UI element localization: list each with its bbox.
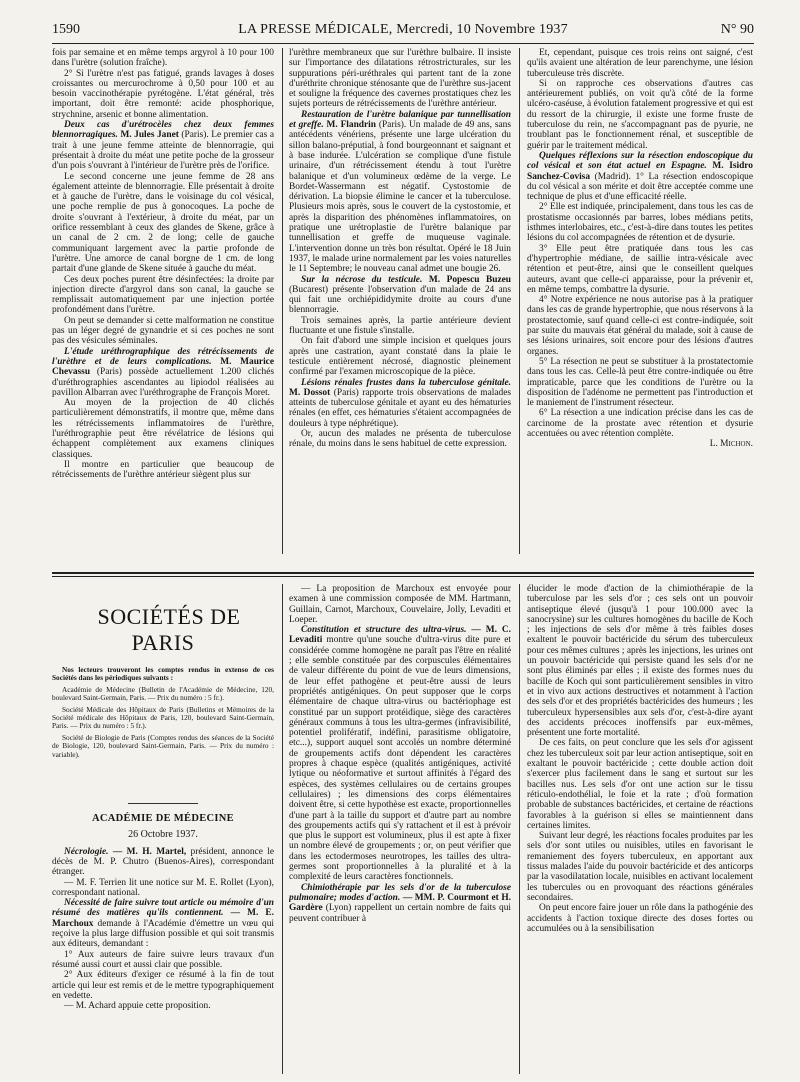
bottom-column-2: [289, 584, 511, 1076]
paragraph: 5° La résection ne peut se substituer à la prostatectomie dans tous les cas. Celle-là peut être contre-indiquée ou être impraticable, parce que les conditions de l'urètre ou la disposition de l'adénome ne permettent pas l'introduction et le maniement de l'instrument résecteur.: [527, 356, 753, 409]
paragraph: On peut encore faire jouer un rôle dans la pathogénie des accidents à l'action toxique directe des doses fortes ou accumulées ou à la sensibilisation: [527, 903, 753, 934]
paragraph: 2° Aux éditeurs d'exiger ce résumé à la fin de tout article qui leur est remis et de le mettre typographiquement en vedette.: [52, 970, 274, 1001]
author-name: M. Isidro Sanchez-Covisa: [527, 161, 753, 182]
column-divider: [282, 584, 283, 1074]
paragraph: Suivant leur degré, les réactions focales produites par les sels d'or sont utiles ou nuisibles, utiles en favorisant le remaniement des foyers tuberculeux, en apportant aux tissus malades l'aide du pouvoir bactéricide et des anticorps par la vasodilatation locale, nuisibles en activant localement les tubercules ou en provoquant des réactions générales secondaires.: [527, 831, 753, 903]
paragraph: On peut se demander si cette malformation ne constitue pas un léger degré de gynandrie et si ces poches ne sont pas des vésicules séminales.: [52, 315, 274, 347]
issue-number: N° 90: [720, 22, 754, 37]
academy-date: 26 Octobre 1937.: [128, 829, 198, 841]
paragraph: l'urèthre membraneux que sur l'urèthre bulbaire. Il insiste sur l'importance des dilatations rétrostricturales, sur les suppurations péri-uréthrales qui partent tant de la zone d'uréthrite chronique sténosante que de l'urèthre sus-jacent et souligne la fréquence des cavernes prostatiques chez les sujets porteurs de rétrécissements de l'urèthre antérieur.: [289, 48, 511, 110]
author-name: M. Jules Janet: [120, 130, 179, 141]
article-paragraph: [289, 883, 511, 924]
author-place: (Paris).: [376, 120, 407, 131]
author-name: M. Dossot: [289, 387, 331, 398]
paragraph: On fait d'abord une simple incision et quelques jours après une castration, ayant constaté dans la plaie le testicule entièrement nécrosé, diagnostic pleinement confirmé par l'examen microscopique de la pièce.: [289, 336, 511, 378]
paragraph: Si on rapproche ces observations d'autres cas antérieurement publiés, on voit qu'à côté de la forme ulcéro-caséuse, à évolution fatalement progressive et qui est du ressort de la chirurgie, il existe une forme fruste de tuberculose du rein, ne s'accompagnant pas de pyurie, ne troublant pas le fonctionnement rénal, et susceptible de guérir par le traitement médical.: [527, 78, 753, 151]
periodical-note: Société de Biologie de Paris (Comptes rendus des séances de la Société de Biologie, 120, boulevard Saint-Germain, Paris. — Prix du numéro : variable).: [52, 732, 274, 759]
column-divider: [519, 48, 520, 554]
author-place: (Madrid).: [590, 171, 631, 182]
article-paragraph: [289, 625, 511, 882]
article-text: possède actuellement 1.200 clichés d'uréthrographies ascendantes au lipiodol réalisées au pavillon Albarran avec l'uréthrographe de François Moret.: [52, 367, 274, 398]
academy-text: [52, 847, 274, 1012]
article-paragraph: [289, 378, 511, 429]
paragraph: 4° Notre expérience ne nous autorise pas à la pratiquer dans les cas de grande hypertrophie, que nous réservons à la prostatectomie, sauf quand celle-ci est contre-indiquée, soit par suite du mauvais état général du malade, soit à cause de ses lésions urinaires, soit encore pour des lésions d'autres organes.: [527, 295, 753, 357]
periodicals-notes: [52, 666, 274, 759]
paragraph: — La proposition de Marchoux est envoyée pour examen à une commission composée de MM. Hartmann, Guillain, Carnot, Marchoux, Couvelaire, Jolly, Levaditi et Loeper.: [289, 584, 511, 625]
article-text: montre qu'une souche d'ultra-virus dite pure et considérée comme homogène ne paraît pas l'être en réalité ; elle semble constituée par des corpuscules élémentaires de valeur différente du point de vue de leurs dimensions, de leur effet pathogène et peut-être aussi de leurs propriétés antigéniques. On peut supposer que le corps élémentaire de chaque ultra-virus ou bactériophage est constitué par un support protéidique, siège des caractères généraux communs à tous les ultra-germes (infravisibilité, potentiel prolifératif, indéfini, parasitisme obligatoire, etc...), support auquel sont accolés un nombre déterminé de groupements actifs dont dépendent les caractères propres à chaque espèce (qualités antigéniques, activité lytique ou néoformative et surtout affinités à l'égard des espèces, des systèmes cellulaires ou de certains groupes cellulaires) ; les dimensions des corps élémentaires doivent être, si cette hypothèse est exacte, proportionnelles d'une part à la taille du support et d'autre part au nombre des groupements actifs qui s'y rattachent et il est à prévoir que plus le support est volumineux, plus il est apte à fixer un nombre élevé de groupements ; or, on peut vérifier que dans les ectodermoses neurotropes, les tailles des ultra-germes sont proportionnelles à la pluralité et à la complexité de leurs caractères fonctionnels.: [289, 635, 511, 883]
column-divider: [519, 584, 520, 1074]
paragraph: fois par semaine et en même temps argyrol à 10 pour 100 dans l'urètre (solution fraîche).: [52, 48, 274, 69]
article-text: président, annonce le décès de M. P. Chutro (Buenos-Aires), correspondant étranger.: [52, 846, 274, 878]
article-text: 1° La résection endoscopique du col vésical a son mérite et doit être acceptée comme une technique de plus et d'une efficacité réelle.: [527, 171, 753, 203]
article-paragraph: [289, 110, 511, 275]
paragraph: 2° Elle est indiquée, principalement, dans tous les cas de prostatisme occasionnés par barres, lobes médians petits, isthmes interlobaires, etc., c'est-à-dire dans toutes les petites lésions du col accompagnées de rétention et de dysurie.: [527, 202, 753, 244]
author-name: M. Popescu Buzeu: [428, 274, 511, 285]
section-rule: [52, 572, 754, 574]
page-number: 1590: [52, 22, 80, 37]
paragraph: De ces faits, on peut conclure que les sels d'or agissent chez les tuberculeux soit par leur action antiseptique, soit en exaltant le pouvoir bactéricide ; cette double action doit s'exercer plus facilement dans le sang et surtout sur les bacilles nus. Les sels d'or ont une action sur le tissu réticulo-endothélial, le foie et la rate ; d'où formation probable de substances bactéricides, et certaine de réactions favorables à la guérison si elles se maintiennent dans certaines limites.: [527, 738, 753, 831]
article-paragraph: [289, 275, 511, 316]
bottom-column-1: [52, 584, 274, 1074]
paragraph: Ces deux poches purent être désinfectées: la droite par injection directe d'argyrol dans son canal, la gauche se remplissait automatiquement par une injection portée profondément dans l'urètre.: [52, 274, 274, 316]
paragraph: 2° Si l'urètre n'est pas fatigué, grands lavages à doses croissantes ou mercurochrome à 0,50 pour 100 et au besoin vaccinothérapie pyrétogène. L'état général, très important, doit être remonté: acide phosphorique, strychnine, arsenic et bonne alimentation.: [52, 68, 274, 120]
article-text: présente l'observation d'un malade de 24 ans qui fait une orchiépididymite droite au cours d'une blennorragie.: [289, 284, 511, 316]
short-rule: [128, 803, 198, 804]
author-name: — M. E. Marchoux: [52, 908, 274, 929]
paragraph: Au moyen de la projection de 40 clichés particulièrement démonstratifs, il montre que, même dans les rétrécissements inflammatoires de l'urèthre, l'uréthrographie peut être révélatrice de lésions qui échappent complètement aux examens cliniques classiques.: [52, 398, 274, 460]
header-rule: [52, 43, 754, 44]
article-heading: Sur la nécrose du testicule.: [301, 274, 423, 285]
article-text: rapporte trois observations de malades atteints de tuberculose génitale et ayant eu des hématuries rénales (en effet, ces hématuries s'étaient accompagnées de douleurs à type néphrétique).: [289, 387, 511, 429]
article-paragraph: [52, 898, 274, 949]
author-place: (Lyon): [322, 903, 352, 914]
article-heading: Constitution et structure des ultra-virus.: [301, 625, 467, 636]
paragraph: Or, aucun des malades ne présenta de tuberculose rénale, du moins dans le sens habituel de cette expression.: [289, 428, 511, 450]
article-heading: Chimiothérapie par les sels d'or de la tuberculose pulmonaire; modes d'action.: [289, 882, 511, 903]
paragraph: — M. Achard appuie cette proposition.: [64, 1001, 211, 1012]
article-heading: L'étude uréthrographique des rétrécissements de l'urèthre et de leurs complications.: [52, 346, 274, 367]
article-heading: Restauration de l'urètre balanique par tunnellisation et greffe.: [289, 109, 511, 131]
journal-title: LA PRESSE MÉDICALE, Mercredi, 10 Novembre 1937: [238, 22, 568, 37]
article-heading: Nécrologie.: [64, 846, 109, 857]
article-paragraph: [52, 347, 274, 398]
paragraph: Le second concerne une jeune femme de 28 ans également atteinte de blennorragie. Elle présentait à droite et à gauche de l'urètre, dans le voisinage du col vésical, une poche remplie de pus à gonocoques. La poche de droite s'ouvrant à l'extérieur, à droite du méat, par un orifice ressemblant à ceux des glandes de Skene, grâce à un canal de 2 cm. 2 de long; celle de gauche communiquant largement avec la partie profonde de l'urètre. Une amorce de canal borgne de 1 cm. de long partait d'une glande de Skene située à gauche du méat.: [52, 171, 274, 275]
academy-title: ACADÉMIE DE MÉDECINE: [92, 813, 234, 825]
section-rule-thin: [52, 576, 754, 577]
periodical-note: Nos lecteurs trouveront les comptes rendus in extenso de ces Sociétés dans les périodiques suivants :: [52, 665, 274, 683]
paragraph: 6° La résection a une indication précise dans les cas de carcinome de la prostate avec rétention et dysurie accentuées ou avec rétention complète.: [527, 408, 753, 439]
author-place: (Paris).: [178, 130, 209, 141]
paragraph: Et, cependant, puisque ces trois reins ont saigné, c'est qu'ils avaient une altération de leur parenchyme, une lésion tuberculeuse très discrète.: [527, 48, 753, 79]
author-name: — M. H. Martel,: [112, 846, 187, 857]
bottom-column-3: [527, 584, 753, 1076]
author-name: — M. C. Levaditi: [289, 625, 511, 646]
section-title: SOCIÉTÉS DE PARIS: [97, 604, 241, 655]
author-place: (Bucarest): [289, 284, 329, 295]
top-column-2: [289, 48, 511, 556]
article-paragraph: [52, 120, 274, 171]
paragraph: — M. F. Terrien lit une notice sur M. E. Rollet (Lyon), correspondant national.: [52, 877, 274, 898]
article-heading: Lésions rénales frustes dans la tuberculose génitale.: [301, 377, 511, 388]
article-heading: Deux cas d'urétrocèles chez deux femmes blennorragiques.: [52, 120, 274, 141]
page-header: [52, 22, 754, 38]
author-place: (Paris): [330, 387, 359, 398]
paragraph: élucider le mode d'action de la chimiothérapie de la tuberculose par les sels d'or ; ces sels ont un pouvoir antiseptique élevé (jusqu'à 1 pour 100.000 avec la sanocrysine) sur les cultures homogènes du bacille de Koch ; les injections de sels d'or même à très faibles doses exaltent le pouvoir bactéricide du sérum des tuberculeux pour ces mêmes cultures ; après les injections, les urines ont un pouvoir bactéricide qui persiste quand les sels d'or ne sont plus éliminés par elles ; il existe des formes nues du bacille de Koch qui sont particulièrement sensibles in vitro et in vivo aux actions destructives et notamment à l'action des sels d'or et des propriétés bactéricides des humeurs ; les tuberculeux hypersensibles aux sels d'or, c'est-à-dire ayant des accidents précoces inoffensifs par eux-mêmes, présentent une forte mortalité.: [527, 584, 753, 739]
author-place: (Paris): [90, 367, 122, 378]
author-name: M. Flandrin: [326, 120, 376, 131]
author-name: M. Maurice Chevassu: [52, 356, 274, 378]
top-column-1: [52, 48, 274, 556]
signature: L. Michon.: [709, 439, 753, 450]
paragraph: Il montre en particulier que beaucoup de rétrécissements de l'urèthre antérieur siègent plus sur: [52, 459, 274, 481]
article-text: demande à l'Académie d'émettre un vœu qui reçoive la plus large diffusion possible et qui soit transmis aux éditeurs, demandant :: [52, 918, 274, 950]
author-name: — MM. P. Courmont et H. Gardère: [289, 892, 511, 914]
paragraph: Trois semaines après, la partie antérieure devient fluctuante et une fistule s'installe.: [289, 315, 511, 337]
article-heading: Nécessité de faire suivre tout article ou mémoire d'un résumé des matières qu'ils contiennent.: [52, 898, 274, 919]
periodical-note: Académie de Médecine (Bulletin de l'Académie de Médecine, 120, boulevard Saint-Germain, Paris. — Prix du numéro : 5 fr.).: [52, 684, 274, 703]
column-divider: [282, 48, 283, 554]
article-text: Un malade de 49 ans, sans antécédents vénériens, présente une large ulcération du sillon balano-préputial, à fond bourgeonnant et saignant et à base indurée. L'ulcération se complique d'une fistule urinaire, d'un rétrécissement étendu à tout l'urètre balanique et d'un volumineux œdème de la verge. Le Bordet-Wassermann est négatif. Cystostomie de dérivation. La biopsie élimine le cancer et la tuberculose. Plusieurs mois après, sous le couvert de la cystostomie, et après la disparition des phénomènes inflammatoires, on pratique une urétroplastie de l'urètre balanique par tunnellisation et greffe de muqueuse vaginale. L'intervention donne un très bon résultat. Opéré le 18 Juin 1937, le malade urine normalement par les voies naturelles le 11 Septembre; le nouveau canal admet une bougie 26.: [289, 120, 511, 275]
article-heading: Quelques réflexions sur la résection endoscopique du col vésical et son état actuel en Espagne.: [527, 150, 753, 172]
periodical-note: Société Médicale des Hôpitaux de Paris (Bulletins et Mémoires de la Société médicale des Hôpitaux de Paris, 120, boulevard Saint-Germain, Paris. — Prix du numéro : 5 fr.).: [52, 704, 274, 731]
top-column-3: [527, 48, 753, 556]
article-paragraph: [52, 847, 274, 878]
article-paragraph: [527, 151, 753, 202]
paragraph: 3° Elle peut être pratiquée dans tous les cas d'hypertrophie médiane, de saillie intra-vésicale avec rétention et peut-être, ainsi que le conseillent quelques auteurs, avant que celle-ci apparaisse, pour la prévenir et, en même temps, combattre la dysurie.: [527, 243, 753, 295]
article-text: Le premier cas a trait à une jeune femme atteinte de blennorragie, qui présentait à droite du méat une petite poche de la grosseur d'un pois s'ouvrant à l'intérieur de l'urètre près de l'orifice.: [52, 130, 274, 172]
article-text: rappellent un certain nombre de faits qui peuvent contribuer à: [289, 903, 511, 924]
paragraph: 1° Aux auteurs de faire suivre leurs travaux d'un résumé aussi court et aussi clair que possible.: [52, 949, 274, 970]
